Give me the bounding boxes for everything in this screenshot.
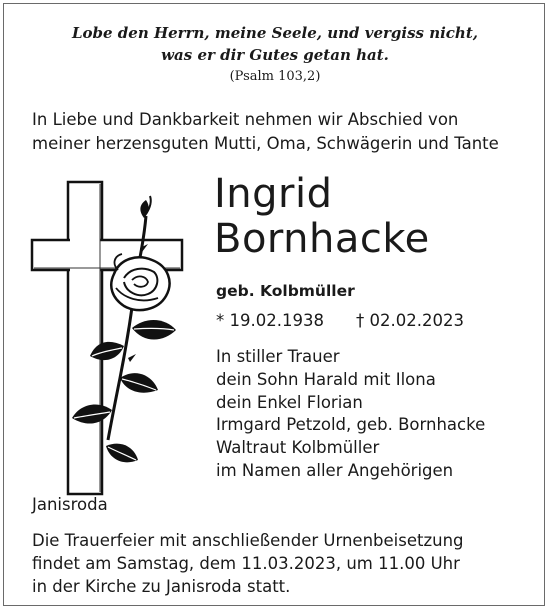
bible-verse xyxy=(0,22,550,87)
mourners-list xyxy=(216,346,485,483)
cross-rose-drawing xyxy=(28,178,188,498)
place-name: Janisroda xyxy=(32,495,108,514)
mourner-line: dein Sohn Harald mit Ilona xyxy=(216,369,436,389)
intro-line-1: In Liebe und Dankbarkeit nehmen wir Abschied von xyxy=(32,110,459,129)
birth-date: * 19.02.1938 xyxy=(216,311,324,330)
mourner-line: Waltraut Kolbmüller xyxy=(216,438,380,458)
mourner-line: im Namen aller Angehörigen xyxy=(216,460,454,480)
mourner-line: Irmgard Petzold, geb. Bornhacke xyxy=(216,415,486,435)
cross-with-rose-icon xyxy=(28,178,188,498)
service-info xyxy=(32,530,542,598)
service-line-3: in der Kirche zu Janisroda statt. xyxy=(32,576,291,596)
service-line-1: Die Trauerfeier mit anschließender Urnenbeisetzung xyxy=(32,531,464,550)
maiden-name: geb. Kolbmüller xyxy=(216,282,355,300)
verse-line-1: Lobe den Herrn, meine Seele, und vergiss nicht, xyxy=(71,24,478,42)
intro-text xyxy=(32,108,532,156)
verse-line-2: was er dir Gutes getan hat. xyxy=(161,46,389,64)
intro-line-2: meiner herzensguten Mutti, Oma, Schwägerin und Tante xyxy=(32,134,499,153)
first-name: Ingrid xyxy=(214,171,333,217)
verse-reference: (Psalm 103,2) xyxy=(229,69,321,84)
service-line-2: findet am Samstag, dem 11.03.2023, um 11.00 Uhr xyxy=(32,553,460,573)
death-date: † 02.02.2023 xyxy=(356,311,464,330)
last-name: Bornhacke xyxy=(214,216,430,262)
mourner-line: In stiller Trauer xyxy=(216,347,340,366)
mourner-line: dein Enkel Florian xyxy=(216,392,363,412)
deceased-name xyxy=(214,172,430,262)
